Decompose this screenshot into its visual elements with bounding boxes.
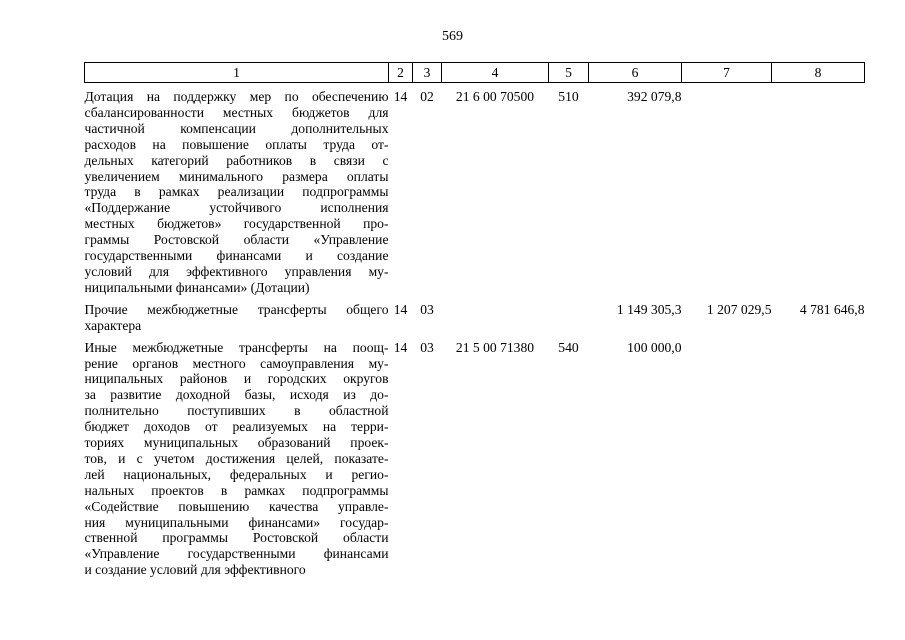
- header-col-2: 2: [389, 63, 413, 83]
- description-line: рение органов местного самоуправления му-: [84, 355, 389, 371]
- description-line: ниципальными финансами» (Дотации): [84, 279, 310, 295]
- header-col-5: 5: [549, 63, 589, 83]
- description-line: увеличением минимального размера оплаты: [84, 168, 389, 184]
- header-col-8: 8: [772, 63, 865, 83]
- row-description: [85, 89, 389, 296]
- section-code: 14: [393, 89, 408, 104]
- table-row: [85, 302, 865, 334]
- description-line: граммы Ростовской области «Управление: [84, 232, 389, 248]
- description-line: Иные межбюджетные трансферты на поощ-: [84, 339, 389, 355]
- description-line: сбалансированности местных бюджетов для: [84, 104, 389, 120]
- description-line: ториях муниципальных образований проек-: [84, 435, 389, 451]
- header-col-1: 1: [85, 63, 389, 83]
- amount-col-7: [682, 340, 772, 579]
- page-number: 569: [442, 29, 463, 44]
- section-code: 14: [393, 339, 408, 355]
- description-line: Дотация на поддержку мер по обеспечению: [84, 89, 389, 104]
- header-col-7: 7: [682, 63, 772, 83]
- description-line: дельных категорий работников в связи с: [84, 152, 389, 168]
- description-line: и создание условий для эффективного: [84, 562, 306, 578]
- target-article-code: [442, 302, 549, 334]
- amount-col-6: 1 149 305,3: [616, 301, 682, 317]
- table-row: [85, 340, 865, 579]
- amount-col-8: [772, 340, 865, 579]
- description-line: ниципальных районов и городских округов: [84, 371, 389, 387]
- header-row: [85, 63, 865, 83]
- section-code: 14: [393, 301, 408, 317]
- amount-col-6: 100 000,0: [627, 339, 682, 355]
- description-line: государственными финансами и создание: [84, 248, 389, 264]
- description-line: частичной компенсации дополнительных: [84, 120, 389, 136]
- description-line: труда в рамках реализации подпрограммы: [84, 184, 389, 200]
- table-header: [85, 63, 865, 83]
- description-line: за развитие доходной базы, исходя из до-: [84, 387, 389, 403]
- description-line: бюджет доходов от реализуемых на терри-: [84, 419, 389, 435]
- description-line: Прочие межбюджетные трансферты общего: [84, 301, 389, 317]
- header-col-4: 4: [442, 63, 549, 83]
- expense-type-code: 510: [558, 89, 579, 104]
- description-line: местных бюджетов» государственной про-: [84, 216, 389, 232]
- budget-table: [84, 62, 865, 578]
- subsection-code: 03: [420, 339, 434, 355]
- amount-col-8: [772, 89, 865, 296]
- table-body: [85, 83, 865, 579]
- description-line: тов, и с учетом достижения целей, показате-: [84, 450, 389, 466]
- description-line: «Управление государственными финансами: [84, 546, 389, 562]
- description-line: нальных проектов в рамках подпрограммы: [84, 482, 389, 498]
- row-description: [85, 302, 389, 334]
- description-line: характера: [84, 317, 142, 333]
- description-line: расходов на повышение оплаты труда от-: [84, 136, 389, 152]
- description-line: ния муниципальными финансами» государ-: [84, 514, 389, 530]
- table-row: [85, 89, 865, 296]
- header-col-3: 3: [413, 63, 442, 83]
- amount-col-6: 392 079,8: [627, 89, 682, 104]
- target-article-code: 21 6 00 70500: [455, 89, 535, 104]
- amount-col-7: [682, 89, 772, 296]
- amount-col-7: 1 207 029,5: [706, 301, 772, 317]
- header-col-6: 6: [589, 63, 682, 83]
- description-line: «Содействие повышению качества управле-: [84, 498, 389, 514]
- description-line: «Поддержание устойчивого исполнения: [84, 200, 389, 216]
- amount-col-8: 4 781 646,8: [799, 301, 865, 317]
- subsection-code: 02: [420, 89, 434, 104]
- description-line: ственной программы Ростовской области: [84, 530, 389, 546]
- target-article-code: 21 5 00 71380: [455, 339, 535, 355]
- row-description: [85, 340, 389, 579]
- description-line: лей национальных, федеральных и регио-: [84, 466, 389, 482]
- expense-type-code: 540: [558, 339, 579, 355]
- expense-type-code: [549, 302, 589, 334]
- description-line: полнительно поступивших в областной: [84, 403, 389, 419]
- description-line: условий для эффективного управления му-: [84, 263, 389, 279]
- subsection-code: 03: [420, 301, 434, 317]
